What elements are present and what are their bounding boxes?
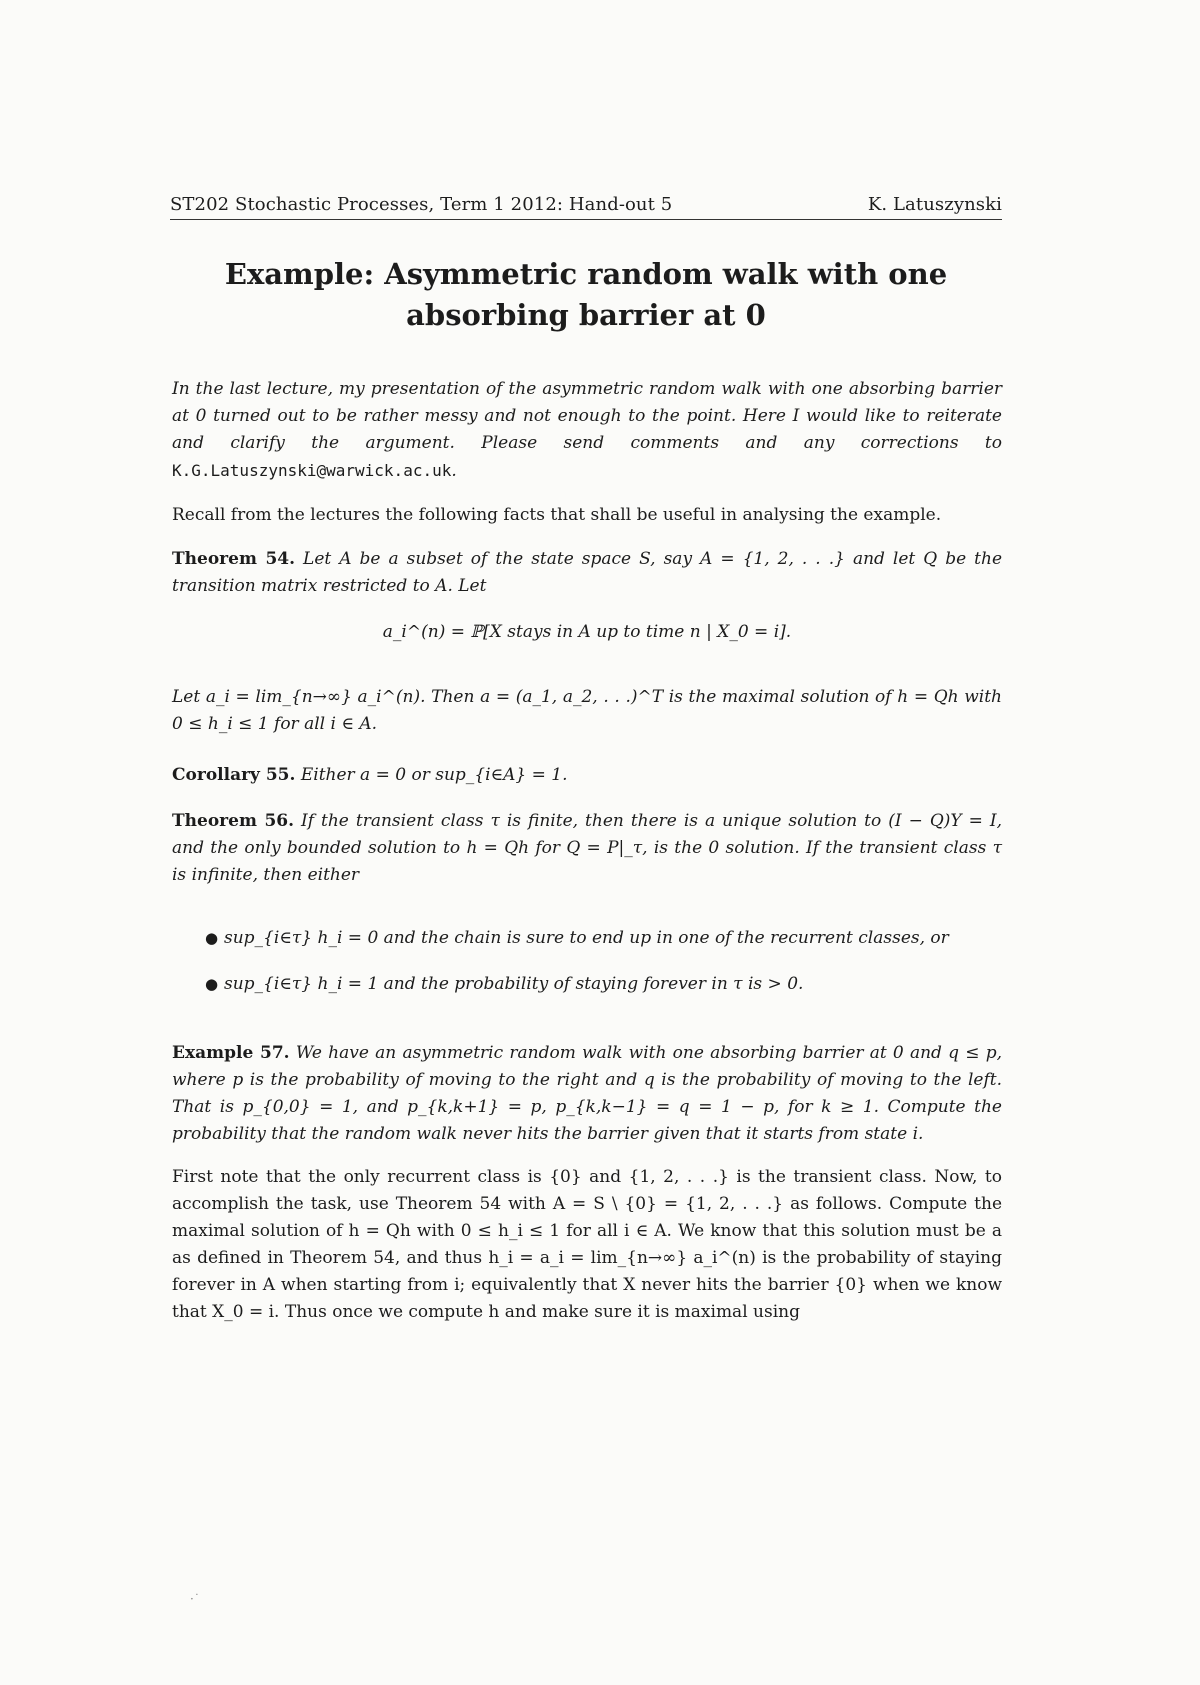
- solution-paragraph: First note that the only recurrent class is {0} and {1, 2, . . .} is the transient class. Now, to accomplish the task, use Theorem 54 with A = S \ {0} = {1, 2, . . .} as follows. Compute the maximal solution of h = Qh with 0 ≤ h_i ≤ 1 for all i ∈ A. We know that this solution must be a as defined in Theorem 54, and thus h_i = a_i = lim_{n→∞} a_i^(n) is the probability of staying forever in A when starting from i; equivalently that X never hits the barrier {0} when we know that X_0 = i. Thus once we compute h and make sure it is maximal using: [172, 1167, 1002, 1322]
- example-57-label: Example 57.: [172, 1043, 290, 1063]
- bullet-icon: ●: [205, 929, 219, 947]
- example-57-text: We have an asymmetric random walk with one absorbing barrier at 0 and q ≤ p, where p is the probability of moving to the right and q is the probability of moving to the left. That is p_{0,0} = 1, and p_{k,k+1} = p, p_{k,k−1} = q = 1 − p, for k ≥ 1. Compute the probability that the random walk never hits the barrier given that it starts from state i.: [172, 1043, 1002, 1144]
- corollary-55-text: Either a = 0 or sup_{i∈A} = 1.: [300, 765, 568, 785]
- intro-end: .: [451, 461, 457, 481]
- theorem-54-label: Theorem 54.: [172, 549, 296, 569]
- corollary-55-label: Corollary 55.: [172, 765, 296, 785]
- bullet-text: sup_{i∈τ} h_i = 0 and the chain is sure to end up in one of the recurrent classes, or: [224, 928, 949, 948]
- theorem-56: [172, 808, 1002, 889]
- theorem-54: [172, 546, 1002, 600]
- course-title: ST202 Stochastic Processes, Term 1 2012: Hand-out 5: [170, 194, 673, 215]
- theorem-56-label: Theorem 56.: [172, 811, 295, 831]
- author-email: K.G.Latuszynski@warwick.ac.uk: [172, 461, 452, 480]
- page-title: Example: Asymmetric random walk with one absorbing barrier at 0: [224, 257, 948, 332]
- recall-paragraph: Recall from the lectures the following facts that shall be useful in analysing the example.: [172, 505, 942, 525]
- theorem-54-text: Let A be a subset of the state space S, say A = {1, 2, . . .} and let Q be the transition matrix restricted to A. Let: [172, 549, 1003, 596]
- theorem-54-conclusion: Let a_i = lim_{n→∞} a_i^(n). Then a = (a_1, a_2, . . .)^T is the maximal solution of h = Qh with 0 ≤ h_i ≤ 1 for all i ∈ A.: [172, 687, 1002, 734]
- theorem-56-text: If the transient class τ is finite, then there is a unique solution to (I − Q)Y = I, and the only bounded solution to h = Qh for Q = P|_τ, is the 0 solution. If the transient class τ is infinite, then either: [172, 811, 1002, 885]
- theorem-54-display-equation: a_i^(n) = ℙ[X stays in A up to time n | X_0 = i].: [382, 622, 792, 642]
- theorem-56-bullet-list: [205, 928, 1005, 1020]
- list-item: [205, 974, 1005, 1020]
- bullet-icon: ●: [205, 975, 219, 993]
- list-item: [205, 928, 1005, 974]
- scan-speck: ·˙: [190, 1592, 200, 1606]
- author-name: K. Latuszynski: [867, 194, 1002, 215]
- intro-paragraph: [172, 376, 1002, 485]
- bullet-text: sup_{i∈τ} h_i = 1 and the probability of staying forever in τ is > 0.: [224, 974, 804, 994]
- example-57: [172, 1040, 1002, 1148]
- running-header: [170, 194, 1002, 220]
- intro-text: In the last lecture, my presentation of the asymmetric random walk with one absorbing barrier at 0 turned out to be rather messy and not enough to the point. Here I would like to reiterate and clarify the argument. Please send comments and any corrections to: [172, 379, 1002, 453]
- corollary-55: [172, 762, 1002, 789]
